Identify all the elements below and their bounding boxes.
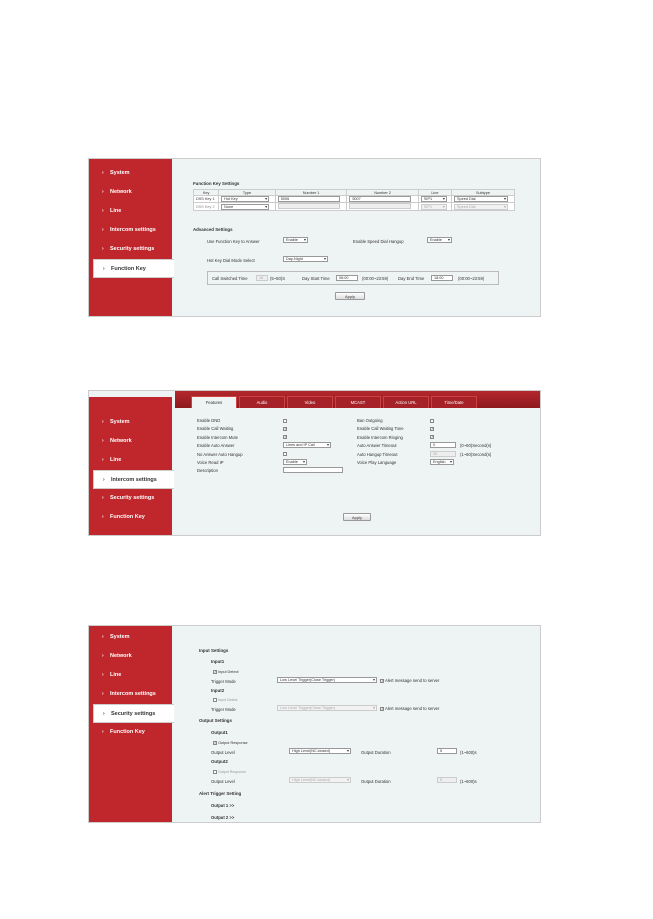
- output2-title: Output2: [211, 759, 228, 764]
- sidebar-item-security[interactable]: › Security settings: [93, 704, 174, 723]
- sidebar-item-intercom[interactable]: › Intercom settings: [102, 227, 156, 233]
- key-cell: DSS Key 2: [194, 203, 219, 211]
- feature-label: Voice Play Language: [357, 460, 397, 465]
- input2-detect-label: Input Detect: [218, 698, 238, 702]
- tab-audio[interactable]: Audio: [239, 396, 285, 408]
- output2-response-checkbox[interactable]: [213, 770, 217, 774]
- io-settings-panel: [88, 625, 541, 823]
- output-level-label: Output Level: [211, 750, 235, 755]
- day-end-input[interactable]: 18:00: [431, 275, 453, 281]
- feature-label: Description: [197, 468, 218, 474]
- sidebar-item-network[interactable]: › Network: [102, 653, 132, 659]
- input1-title: Input1: [211, 659, 225, 664]
- apply-button[interactable]: Apply: [343, 513, 371, 521]
- key-cell: DSS Key 1: [194, 196, 219, 203]
- feature-select[interactable]: English ▾: [430, 459, 454, 465]
- feature-label: Enable Call Waiting: [197, 426, 234, 432]
- trigger-mode-label: Trigger Mode: [211, 707, 236, 712]
- feature-label: Enable Intercom Mute: [197, 434, 238, 440]
- hotkey-mode-select[interactable]: Day-Night ▾: [283, 256, 328, 262]
- feature-checkbox[interactable]: [283, 419, 287, 423]
- tab-video[interactable]: Video: [287, 396, 333, 408]
- sidebar-item-function-key[interactable]: › Function Key: [102, 729, 145, 735]
- sidebar-item-intercom[interactable]: › Intercom settings: [102, 691, 156, 697]
- use-fk-answer-label: Use Function Key to Answer: [207, 239, 260, 244]
- hotkey-mode-label: Hot Key Dial Mode Select: [207, 258, 255, 263]
- trigger1-select[interactable]: Low Level Trigger(Close Trigger) ▾: [277, 677, 377, 683]
- feature-checkbox[interactable]: ✓: [431, 426, 434, 431]
- output1-response-label: Output Response: [218, 741, 248, 745]
- call-switched-label: Call Switched Time: [212, 276, 248, 281]
- output1-link[interactable]: Output 1 >>: [211, 803, 235, 808]
- subtype-select[interactable]: Speed Dial ▾: [454, 204, 508, 210]
- alert2-checkbox[interactable]: ✓: [381, 706, 384, 711]
- input1-detect-label: Input Detect: [218, 670, 239, 674]
- sidebar: [89, 626, 172, 822]
- use-fk-answer-select[interactable]: Enable ▾: [283, 237, 308, 243]
- feature-label: Enable Auto Answer: [197, 443, 235, 449]
- output2-link[interactable]: Output 2 >>: [211, 815, 235, 820]
- number2-input[interactable]: [349, 203, 411, 209]
- tab-bar: [175, 391, 540, 408]
- day-start-input[interactable]: 06:00: [336, 275, 358, 281]
- day-start-range: (00:00~23:59): [362, 276, 389, 281]
- col-header: Subtype: [451, 190, 514, 196]
- output2-response-label: Output Response: [218, 770, 246, 774]
- sidebar-item-system[interactable]: › System: [102, 419, 130, 425]
- section-title: Alert Trigger Setting: [199, 791, 242, 796]
- sidebar-item-function-key[interactable]: › Function Key: [93, 259, 174, 278]
- output1-response-checkbox[interactable]: ✓: [214, 741, 217, 745]
- feature-label: Voice Read IP: [197, 460, 224, 465]
- range-label: (1~60)Second(s): [460, 451, 492, 457]
- feature-input[interactable]: [283, 467, 343, 473]
- section-title: Advanced Settings: [193, 227, 233, 232]
- feature-label: Auto Hangup Timeout: [357, 451, 398, 457]
- day-end-range: (00:00~23:59): [458, 276, 485, 281]
- feature-checkbox[interactable]: [283, 452, 287, 456]
- feature-checkbox[interactable]: ✓: [284, 426, 287, 431]
- sidebar-item-security[interactable]: › Security settings: [102, 495, 155, 501]
- tab-time-date[interactable]: Time/Date: [431, 396, 477, 408]
- speed-dial-hangup-select[interactable]: Enable ▾: [427, 237, 452, 243]
- feature-checkbox[interactable]: ✓: [284, 435, 287, 440]
- feature-checkbox[interactable]: [430, 419, 434, 423]
- feature-label: Ban Outgoing: [357, 418, 383, 423]
- sidebar-item-intercom[interactable]: › Intercom settings: [93, 470, 174, 489]
- output-duration-label: Output Duration: [361, 750, 391, 755]
- section-title: Input Settings: [199, 648, 229, 653]
- speed-dial-hangup-label: Enable Speed Dial Hangup: [353, 239, 404, 244]
- feature-label: Enable Intercom Ringing: [357, 434, 403, 440]
- col-header: Type: [219, 190, 276, 196]
- sidebar-item-system[interactable]: › System: [102, 170, 130, 176]
- duration-range: (1~600)s: [460, 750, 477, 755]
- sidebar-item-network[interactable]: › Network: [102, 189, 132, 195]
- output2-level-select[interactable]: High Level(NC:closed) ▾: [289, 777, 351, 783]
- sidebar-item-system[interactable]: › System: [102, 634, 130, 640]
- sidebar-item-line[interactable]: › Line: [102, 672, 122, 678]
- sidebar-item-function-key[interactable]: › Function Key: [102, 514, 145, 520]
- tab-mcast[interactable]: MCAST: [335, 396, 381, 408]
- duration-range: (1~600)s: [460, 779, 477, 784]
- feature-label: Enable DND: [197, 418, 221, 423]
- feature-label: Auto Answer Timeout: [357, 443, 397, 449]
- call-switched-input[interactable]: 16: [256, 275, 268, 281]
- day-end-label: Day End Time: [398, 276, 425, 281]
- section-title: Function Key Settings: [193, 181, 240, 186]
- table-row: [194, 203, 515, 211]
- alert1-checkbox[interactable]: ✓: [381, 678, 384, 683]
- number1-input[interactable]: [278, 203, 340, 209]
- intercom-settings-panel: [88, 390, 541, 536]
- sidebar: [89, 159, 172, 316]
- tab-features[interactable]: Features: [191, 396, 237, 408]
- output1-duration-input[interactable]: 5: [437, 748, 457, 754]
- col-header: Key: [194, 190, 219, 196]
- col-header: Number 2: [347, 190, 419, 196]
- function-key-panel: [88, 158, 541, 317]
- feature-label: Enable Call Waiting Tone: [357, 426, 404, 432]
- output-duration-label: Output Duration: [361, 779, 391, 784]
- line-select[interactable]: SIP1 ▾: [421, 204, 447, 210]
- feature-select[interactable]: Enable ▾: [283, 459, 307, 465]
- alert2-label: Alert message send to server: [384, 706, 440, 711]
- tab-action-url[interactable]: Action URL: [383, 396, 429, 408]
- sidebar-item-security[interactable]: › Security settings: [102, 246, 155, 252]
- number2-input[interactable]: 5007: [349, 196, 411, 202]
- feature-label: No Answer Auto Hangup: [197, 451, 243, 457]
- feature-input[interactable]: 0: [430, 442, 456, 448]
- sidebar-item-line[interactable]: › Line: [102, 457, 122, 463]
- type-select[interactable]: Hot Key ▾: [221, 196, 269, 202]
- table-row: [194, 196, 515, 203]
- feature-select[interactable]: Lines and IP Call ▾: [283, 442, 331, 448]
- input2-title: Input2: [211, 688, 225, 693]
- feature-input[interactable]: 30: [430, 451, 456, 457]
- call-switched-range: (5~50)S: [270, 276, 286, 281]
- output1-title: Output1: [211, 730, 228, 735]
- output1-level-select[interactable]: High Level(NC:closed) ▾: [289, 748, 351, 754]
- line-select[interactable]: SIP1 ▾: [421, 196, 447, 202]
- input1-detect-checkbox[interactable]: ✓: [214, 670, 217, 674]
- trigger-mode-label: Trigger Mode: [211, 679, 236, 684]
- alert1-label: Alert message send to server: [384, 678, 440, 683]
- subtype-select[interactable]: Speed Dial ▾: [454, 196, 508, 202]
- col-header: Number 1: [275, 190, 347, 196]
- day-night-box: [207, 271, 499, 285]
- function-key-table: [193, 189, 515, 211]
- type-select[interactable]: None ▾: [221, 204, 269, 210]
- output-level-label: Output Level: [211, 779, 235, 784]
- day-start-label: Day Start Time: [302, 276, 330, 281]
- sidebar-item-network[interactable]: › Network: [102, 438, 132, 444]
- sidebar-item-line[interactable]: › Line: [102, 208, 122, 214]
- apply-button[interactable]: Apply: [335, 292, 365, 300]
- trigger2-select[interactable]: Low Level Trigger(Close Trigger) ▾: [277, 705, 377, 711]
- output2-duration-input[interactable]: 5: [437, 777, 457, 783]
- sidebar: [89, 397, 172, 535]
- number1-input[interactable]: 5006: [278, 196, 340, 202]
- feature-checkbox[interactable]: ✓: [431, 435, 434, 440]
- input2-detect-checkbox[interactable]: [213, 698, 217, 702]
- section-title: Output Settings: [199, 718, 232, 723]
- range-label: (0~60)Second(s): [460, 443, 492, 449]
- col-header: Line: [418, 190, 451, 196]
